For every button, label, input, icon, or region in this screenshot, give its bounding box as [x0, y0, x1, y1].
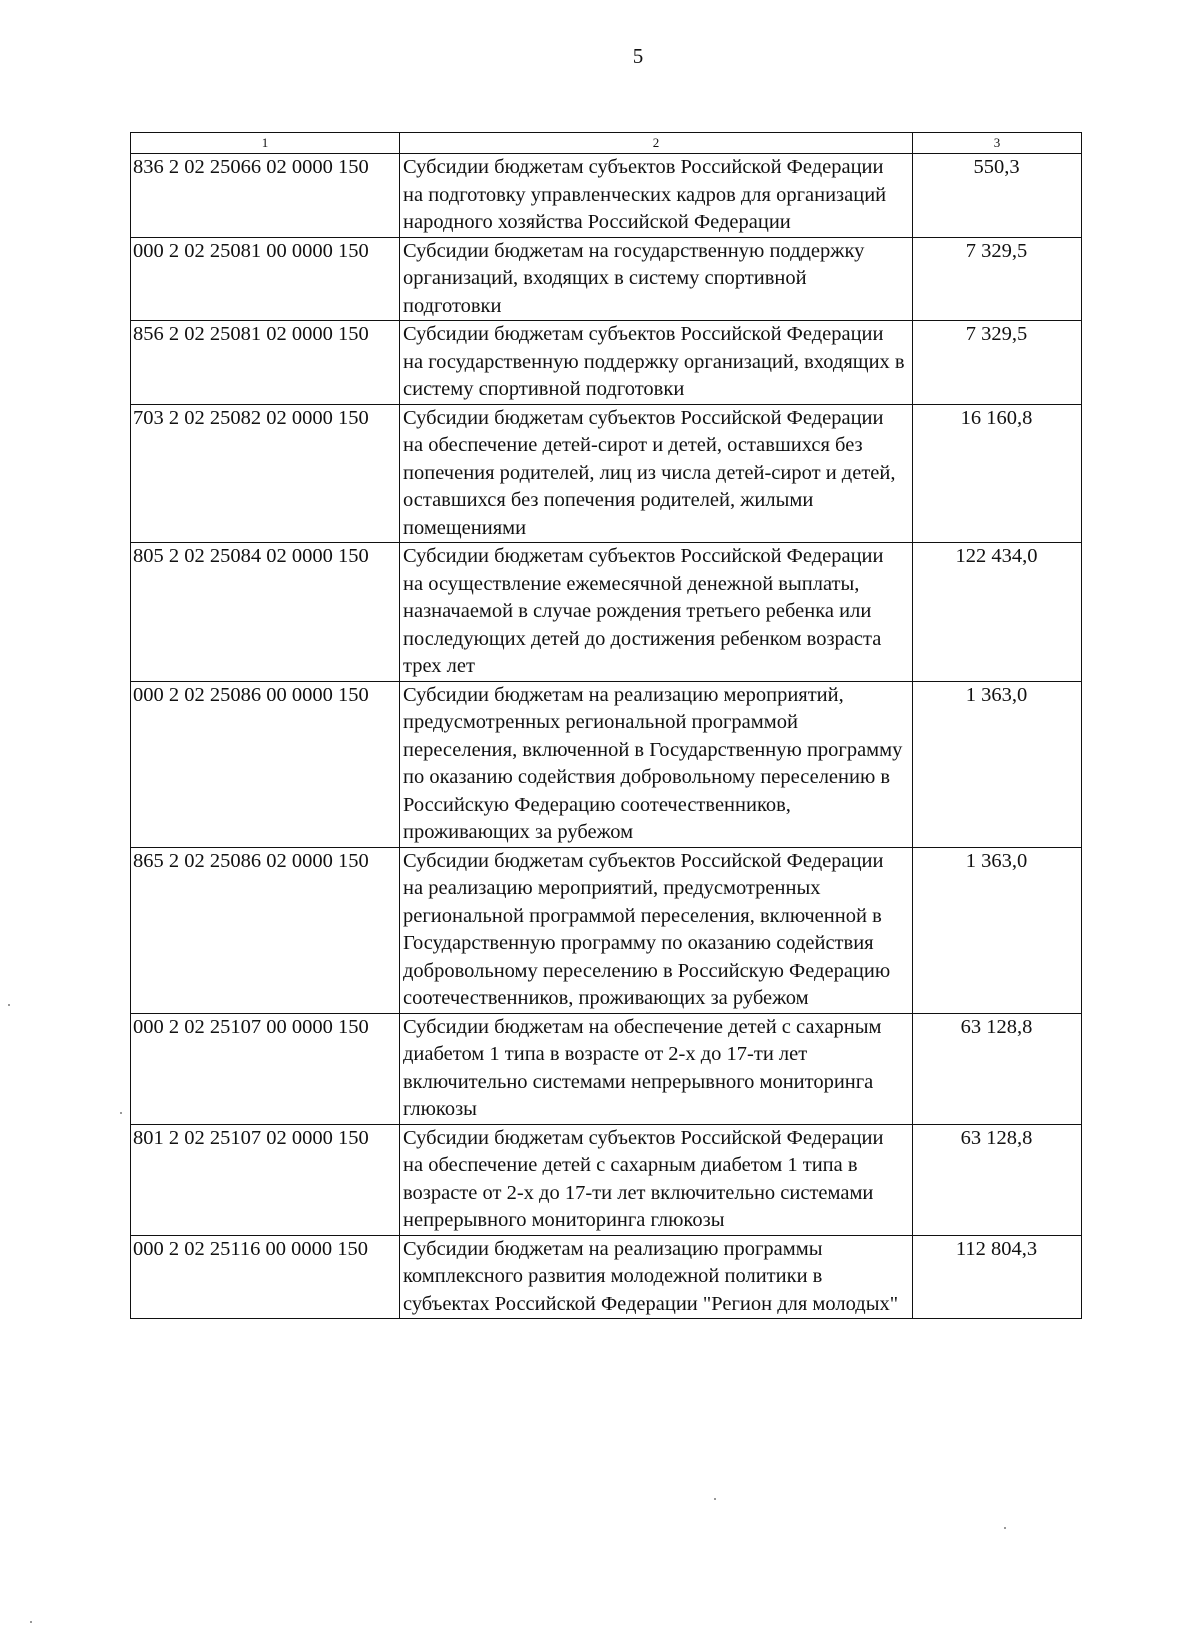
amount-cell: 1 363,0 — [913, 681, 1082, 847]
header-cell-code: 1 — [131, 133, 400, 154]
description-cell: Субсидии бюджетам субъектов Российской Федерации на обеспечение детей-сирот и детей, оставшихся без попечения родителей, лиц из числа детей-сирот и детей, оставшихся без попечения родителей, жилыми помещениями — [400, 404, 913, 543]
amount-cell: 122 434,0 — [913, 543, 1082, 682]
table-row — [131, 321, 1082, 405]
description-cell: Субсидии бюджетам на реализацию программы комплексного развития молодежной политики в субъектах Российской Федерации "Регион для молодых" — [400, 1235, 913, 1319]
table-row — [131, 154, 1082, 238]
budget-code-cell: 836 2 02 25066 02 0000 150 — [131, 154, 400, 238]
scan-speck — [120, 1112, 122, 1114]
amount-cell: 63 128,8 — [913, 1124, 1082, 1235]
scan-speck — [714, 1498, 716, 1500]
header-cell-name: 2 — [400, 133, 913, 154]
scan-speck — [1004, 1527, 1006, 1529]
budget-code-cell: 801 2 02 25107 02 0000 150 — [131, 1124, 400, 1235]
description-cell: Субсидии бюджетам на государственную поддержку организаций, входящих в систему спортивной подготовки — [400, 237, 913, 321]
header-cell-amount: 3 — [913, 133, 1082, 154]
budget-code-cell: 703 2 02 25082 02 0000 150 — [131, 404, 400, 543]
budget-code-cell: 000 2 02 25086 00 0000 150 — [131, 681, 400, 847]
description-cell: Субсидии бюджетам субъектов Российской Федерации на осуществление ежемесячной денежной выплаты, назначаемой в случае рождения третьего ребенка или последующих детей до достижения ребенком возраста трех лет — [400, 543, 913, 682]
table-row — [131, 404, 1082, 543]
table-header — [131, 133, 1082, 154]
budget-code-cell: 805 2 02 25084 02 0000 150 — [131, 543, 400, 682]
table-row — [131, 1124, 1082, 1235]
table-row — [131, 237, 1082, 321]
amount-cell: 16 160,8 — [913, 404, 1082, 543]
table-row — [131, 681, 1082, 847]
page-number: 5 — [632, 44, 644, 68]
amount-cell: 550,3 — [913, 154, 1082, 238]
budget-table — [130, 132, 1082, 1319]
header-row — [131, 133, 1082, 154]
budget-code-cell: 000 2 02 25116 00 0000 150 — [131, 1235, 400, 1319]
scan-speck — [30, 1621, 32, 1623]
budget-code-cell: 000 2 02 25107 00 0000 150 — [131, 1013, 400, 1124]
amount-cell: 1 363,0 — [913, 847, 1082, 1013]
amount-cell: 112 804,3 — [913, 1235, 1082, 1319]
description-cell: Субсидии бюджетам субъектов Российской Федерации на подготовку управленческих кадров для организаций народного хозяйства Российской Федерации — [400, 154, 913, 238]
scan-speck — [8, 1004, 10, 1006]
table-row — [131, 1235, 1082, 1319]
description-cell: Субсидии бюджетам на обеспечение детей с сахарным диабетом 1 типа в возрасте от 2-х до 17-ти лет включительно системами непрерывного мониторинга глюкозы — [400, 1013, 913, 1124]
description-cell: Субсидии бюджетам субъектов Российской Федерации на реализацию мероприятий, предусмотренных региональной программой переселения, включенной в Государственную программу по оказанию содействия добровольному переселению в Российскую Федерацию соотечественников, проживающих за рубежом — [400, 847, 913, 1013]
table-row — [131, 543, 1082, 682]
amount-cell: 63 128,8 — [913, 1013, 1082, 1124]
description-cell: Субсидии бюджетам субъектов Российской Федерации на обеспечение детей с сахарным диабетом 1 типа в возрасте от 2-х до 17-ти лет включительно системами непрерывного мониторинга глюкозы — [400, 1124, 913, 1235]
amount-cell: 7 329,5 — [913, 321, 1082, 405]
table-row — [131, 847, 1082, 1013]
budget-code-cell: 000 2 02 25081 00 0000 150 — [131, 237, 400, 321]
amount-cell: 7 329,5 — [913, 237, 1082, 321]
budget-code-cell: 856 2 02 25081 02 0000 150 — [131, 321, 400, 405]
table-body — [131, 154, 1082, 1319]
table-row — [131, 1013, 1082, 1124]
description-cell: Субсидии бюджетам субъектов Российской Федерации на государственную поддержку организаций, входящих в систему спортивной подготовки — [400, 321, 913, 405]
description-cell: Субсидии бюджетам на реализацию мероприятий, предусмотренных региональной программой переселения, включенной в Государственную программу по оказанию содействия добровольному переселению в Российскую Федерацию соотечественников, проживающих за рубежом — [400, 681, 913, 847]
budget-code-cell: 865 2 02 25086 02 0000 150 — [131, 847, 400, 1013]
